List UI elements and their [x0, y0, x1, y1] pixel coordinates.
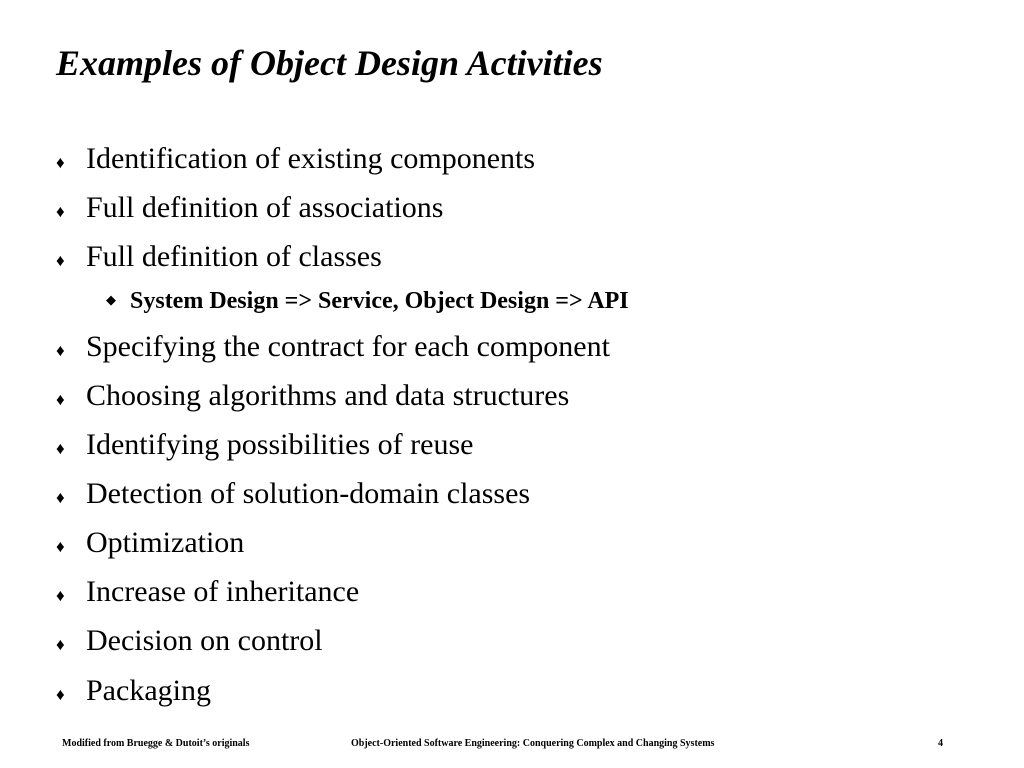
bullet-text: Increase of inheritance — [86, 575, 360, 608]
bullet-text: Full definition of classes — [86, 240, 382, 273]
sub-bullet-text: System Design => Service, Object Design => API — [130, 288, 629, 314]
diamond-bullet-icon: ♦ — [56, 202, 65, 221]
slide-title: Examples of Object Design Activities — [56, 43, 603, 83]
bullet-text: Identifying possibilities of reuse — [86, 428, 474, 461]
diamond-bullet-icon: ♦ — [56, 251, 65, 270]
bullet-text: Identification of existing components — [86, 142, 536, 175]
diamond-bullet-icon: ♦ — [56, 586, 65, 605]
diamond-sub-bullet-icon: ◆ — [106, 292, 116, 307]
page-number: 4 — [938, 738, 943, 749]
diamond-bullet-icon: ♦ — [56, 488, 65, 507]
bullet-text: Packaging — [86, 674, 211, 707]
bullet-text: Choosing algorithms and data structures — [86, 379, 570, 412]
diamond-bullet-icon: ♦ — [56, 685, 65, 704]
diamond-bullet-icon: ♦ — [56, 439, 65, 458]
bullet-text: Specifying the contract for each component — [86, 330, 610, 363]
diamond-bullet-icon: ♦ — [56, 153, 65, 172]
footer-course-title: Object-Oriented Software Engineering: Conquering Complex and Changing Systems — [351, 738, 715, 749]
diamond-bullet-icon: ♦ — [56, 390, 65, 409]
diamond-bullet-icon: ♦ — [56, 635, 65, 654]
footer-attribution: Modified from Bruegge & Dutoit’s originals — [62, 738, 250, 749]
bullet-text: Decision on control — [86, 624, 323, 657]
diamond-bullet-icon: ♦ — [56, 341, 65, 360]
bullet-text: Detection of solution-domain classes — [86, 477, 531, 510]
bullet-text: Optimization — [86, 526, 245, 559]
diamond-bullet-icon: ♦ — [56, 537, 65, 556]
bullet-text: Full definition of associations — [86, 191, 444, 224]
